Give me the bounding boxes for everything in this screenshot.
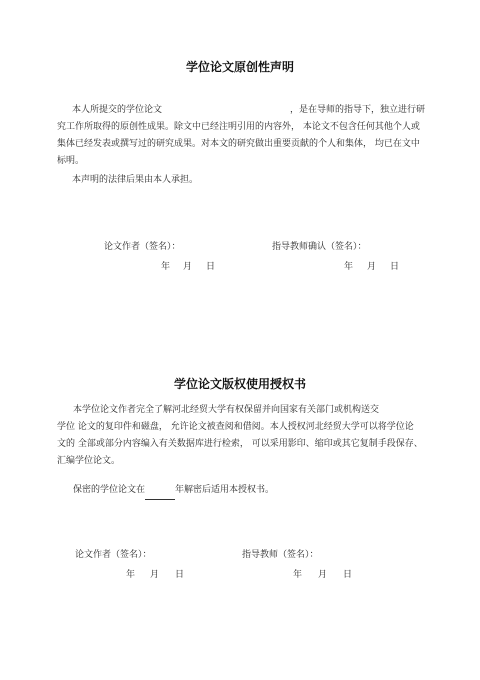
originality-author-date-day: 日 — [206, 262, 216, 272]
originality-p1-line1-start: 本人所提交的学位论文 — [72, 105, 163, 115]
copyright-p2-end: 年解密后适用本授权书。 — [175, 485, 275, 495]
originality-advisor-date-year: 年 — [344, 262, 354, 272]
copyright-paragraph-2 — [73, 482, 274, 500]
originality-paragraph-2: 本声明的法律后果由本人承担。 — [72, 175, 199, 185]
copyright-advisor-date-day: 日 — [343, 570, 353, 580]
secret-year-blank — [145, 482, 175, 500]
originality-paragraph-line-2: 究工作所取得的原创性成果。除文中已经注明引用的内容外， 本论文不包含任何其他个人或 — [57, 122, 420, 132]
copyright-advisor-date-year: 年 — [293, 570, 303, 580]
copyright-author-signature-label: 论文作者（签名）： — [75, 550, 152, 560]
originality-advisor-date-day: 日 — [390, 262, 400, 272]
copyright-p2-start: 保密的学位论文在 — [73, 485, 146, 495]
originality-advisor-date-month: 月 — [367, 262, 377, 272]
copyright-advisor-date-month: 月 — [318, 570, 328, 580]
originality-advisor-signature-label: 指导教师确认（签名）： — [272, 242, 367, 252]
copyright-author-date-day: 日 — [175, 570, 185, 580]
copyright-paragraph-line-3: 文的 全部或部分内容编入有关数据库进行检索， 可以采用影印、缩印或其它复制手段保存、 — [57, 439, 423, 449]
originality-title: 学位论文原创性声明 — [185, 60, 294, 74]
originality-paragraph-line-1 — [72, 102, 425, 119]
copyright-advisor-signature-label: 指导教师（签名）： — [242, 550, 319, 560]
copyright-paragraph-line-4: 汇编学位论文。 — [57, 456, 121, 466]
copyright-author-date-month: 月 — [150, 570, 160, 580]
originality-p1-line1-end: ，是在导师的指导下，独立进行研 — [290, 105, 426, 115]
copyright-paragraph-line-1: 本学位论文作者完全了解河北经贸大学有权保留并向国家有关部门或机构送交 — [73, 405, 380, 415]
originality-author-date-year: 年 — [161, 262, 171, 272]
originality-paragraph-line-4: 标明。 — [57, 156, 85, 166]
originality-author-date-month: 月 — [183, 262, 193, 272]
copyright-title: 学位论文版权使用授权书 — [173, 377, 306, 391]
originality-paragraph-line-3: 集体已经发表或撰写过的研究成果。对本文的研究做出重要贡献的个人和集体， 均已在文中 — [57, 139, 420, 149]
copyright-paragraph-line-2: 学位 论文的复印件和磁盘， 允许论文被查阅和借阅。本人授权河北经贸大学可以将学位论 — [57, 422, 414, 432]
originality-author-signature-label: 论文作者（签名）： — [104, 242, 181, 252]
copyright-author-date-year: 年 — [126, 570, 136, 580]
